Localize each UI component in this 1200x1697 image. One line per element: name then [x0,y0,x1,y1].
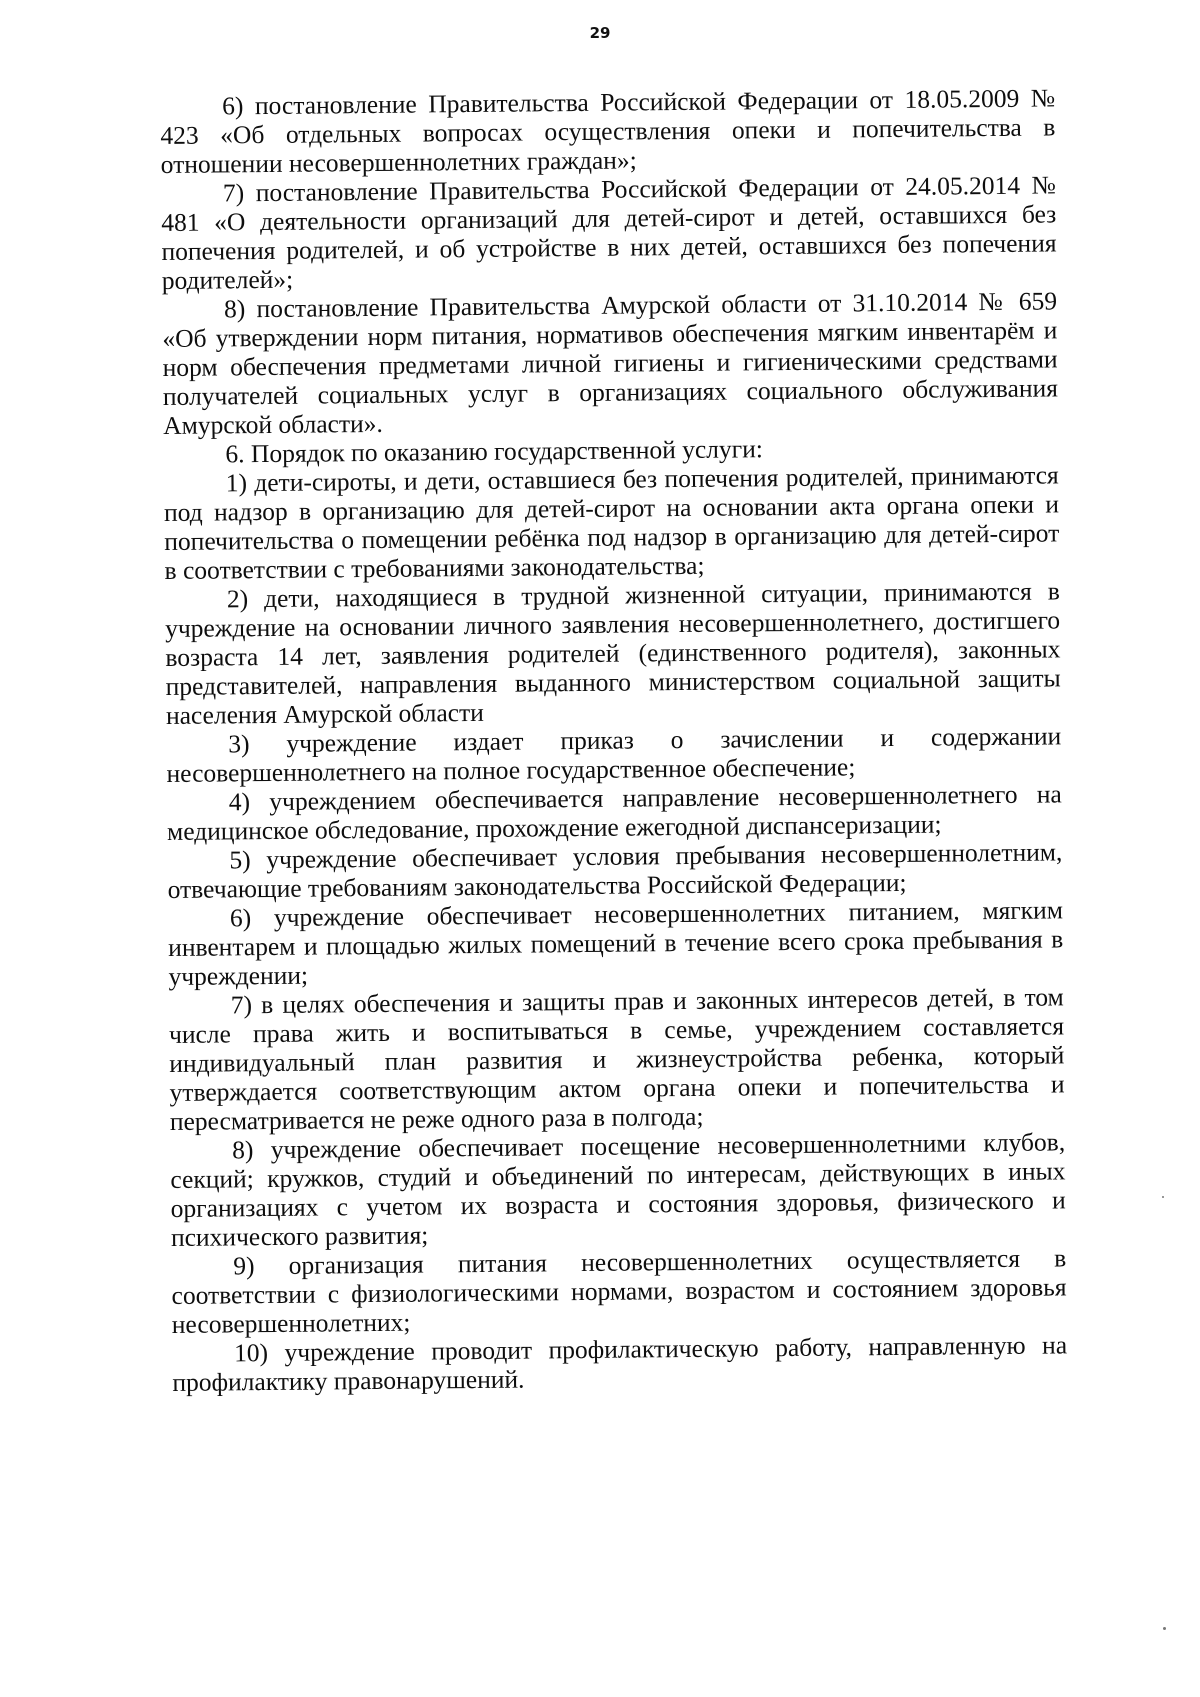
procedure-item-6: 6) учреждение обеспечивает несовершеннолетних питанием, мягким инвентарем и площадью жилых помещений в течение всего срока пребывания в учреждении; [168,895,1064,991]
paragraph-legal-act-7: 7) постановление Правительства Российской Федерации от 24.05.2014 № 481 «О деятельности организаций для детей-сирот и детей, оставшихся без попечения родителей, и об устройстве в них детей, оставшихся без попечения родителей»; [161,170,1057,295]
page-number: 29 [589,24,611,42]
procedure-item-4: 4) учреждением обеспечивается направление несовершеннолетнего на медицинское обследование, прохождение ежегодной диспансеризации; [166,779,1062,846]
procedure-item-7: 7) в целях обеспечения и защиты прав и законных интересов детей, в том числе права жить и воспитываться в семье, учреждением составляется индивидуальный план развития и жизнеустройства ребенка, который утверждается соответствующим актом органа опеки и попечительства и пересматривается не реже одного раза в полгода; [168,982,1065,1136]
procedure-item-9: 9) организация питания несовершеннолетних осуществляется в соответствии с физиологическими нормами, возрастом и состоянием здоровья несовершеннолетних; [171,1243,1067,1339]
procedure-item-10: 10) учреждение проводит профилактическую работу, направленную на профилактику правонарушений. [172,1330,1068,1397]
scan-speck [1163,1627,1166,1630]
procedure-item-5: 5) учреждение обеспечивает условия пребывания несовершеннолетним, отвечающие требованиям законодательства Российской Федерации; [167,837,1063,904]
section-heading-procedure: 6. Порядок по оказанию государственной услуги: [225,434,764,469]
procedure-item-8: 8) учреждение обеспечивает посещение несовершеннолетними клубов, секций; кружков, студий и объединений по интересам, действующих в иных организациях с учетом их возраста и состояния здоровья, физического и психического развития; [170,1127,1066,1252]
scan-speck [1162,1196,1164,1198]
procedure-item-1: 1) дети-сироты, и дети, оставшиеся без попечения родителей, принимаются под надзор в организацию для детей-сирот на основании акта органа опеки и попечительства о помещении ребёнка под надзор в организацию для детей-сирот в соответствии с требованиями законодательства; [163,460,1060,585]
procedure-item-2: 2) дети, находящиеся в трудной жизненной ситуации, принимаются в учреждение на основании личного заявления несовершеннолетнего, достигшего возраста 14 лет, заявления родителей (единственного родителя), законных представителей, направления выданного министерством социальной защиты населения Амурской области [165,576,1061,730]
procedure-item-3: 3) учреждение издает приказ о зачислении и содержании несовершеннолетнего на полное государственное обеспечение; [166,721,1062,788]
paragraph-legal-act-8: 8) постановление Правительства Амурской области от 31.10.2014 № 659 «Об утверждении норм питания, нормативов обеспечения мягким инвентарём и норм обеспечения предметами личной гигиены и гигиеническими средствами получателей социальных услуг в организациях социального обслуживания Амурской области». [162,286,1059,440]
paragraph-legal-act-6: 6) постановление Правительства Российской Федерации от 18.05.2009 № 423 «Об отдельных вопросах осуществления опеки и попечительства в отношении несовершеннолетних граждан»; [160,83,1056,179]
document-body [160,83,1067,1397]
